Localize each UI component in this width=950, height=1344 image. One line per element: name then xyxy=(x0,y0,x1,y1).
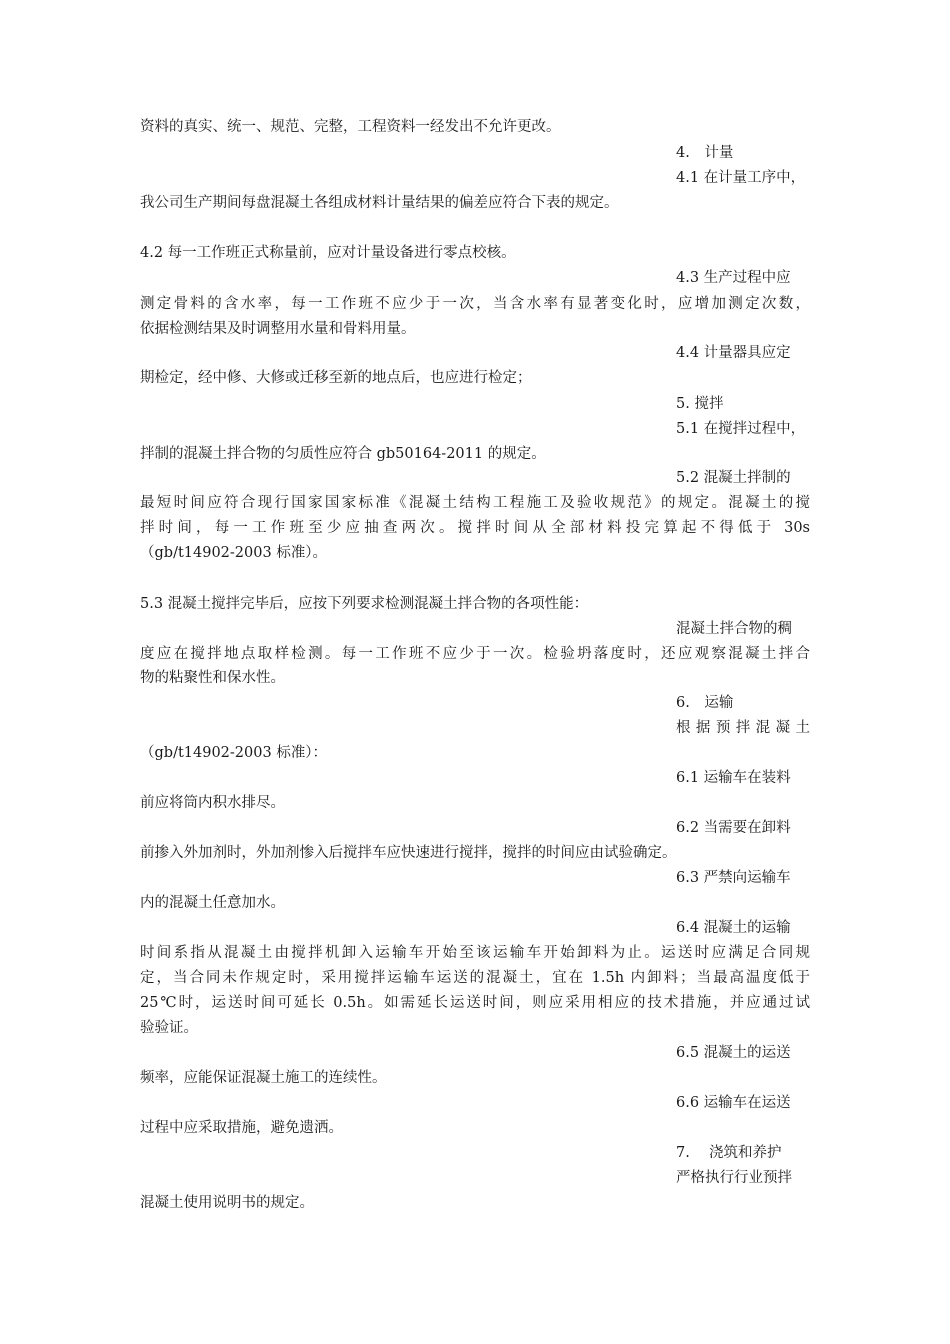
section-heading-5: 5. 搅拌 xyxy=(676,396,724,412)
text-line: 25℃时，运送时间可延长 0.5h。如需延长运送时间，则应采用相应的技术措施，并应通过试 xyxy=(140,995,810,1011)
text-line: 定，当合同未作规定时，采用搅拌运输车运送的混凝土，宜在 1.5h 内卸料；当最高温度低于 xyxy=(140,970,810,986)
text-line: 混凝土拌合物的稠 xyxy=(676,621,792,637)
text-line: 4.1 在计量工序中， xyxy=(676,170,806,186)
section-heading-7: 7. 浇筑和养护 xyxy=(676,1145,782,1161)
text-line: 拌时间，每一工作班至少应抽查两次。搅拌时间从全部材料投完算起不得低于 30s xyxy=(140,520,810,536)
text-line: 6.2 当需要在卸料 xyxy=(676,820,791,836)
text-line: 4.4 计量器具应定 xyxy=(676,345,791,361)
text-line: 4.2 每一工作班正式称量前，应对计量设备进行零点校核。 xyxy=(140,245,516,261)
text-line: 资料的真实、统一、规范、完整，工程资料一经发出不允许更改。 xyxy=(140,119,561,135)
text-line: 过程中应采取措施，避免遗洒。 xyxy=(140,1120,343,1136)
text-line: 4.3 生产过程中应 xyxy=(676,270,791,286)
text-line: 5.1 在搅拌过程中， xyxy=(676,421,806,437)
text-line: 6.6 运输车在运送 xyxy=(676,1095,791,1111)
text-line: 混凝土使用说明书的规定。 xyxy=(140,1195,314,1211)
text-line: 6.1 运输车在装料 xyxy=(676,770,791,786)
text-line: （gb/t14902-2003 标准）。 xyxy=(140,545,328,561)
text-line: 验验证。 xyxy=(140,1020,198,1036)
text-line: 我公司生产期间每盘混凝土各组成材料计量结果的偏差应符合下表的规定。 xyxy=(140,195,619,211)
text-line: 6.4 混凝土的运输 xyxy=(676,920,791,936)
text-line: 根据预拌混凝土 xyxy=(676,720,810,736)
text-line: （gb/t14902-2003 标准）： xyxy=(140,745,328,761)
text-line: 期检定，经中修、大修或迁移至新的地点后，也应进行检定； xyxy=(140,370,532,386)
text-line: 5.3 混凝土搅拌完毕后，应按下列要求检测混凝土拌合物的各项性能： xyxy=(140,596,589,612)
text-line: 拌制的混凝土拌合物的匀质性应符合 gb50164-2011 的规定。 xyxy=(140,446,546,462)
text-line: 最短时间应符合现行国家国家标准《混凝土结构工程施工及验收规范》的规定。混凝土的搅 xyxy=(140,495,810,511)
text-line: 前掺入外加剂时，外加剂惨入后搅拌车应快速进行搅拌，搅拌的时间应由试验确定。 xyxy=(140,845,677,861)
text-line: 前应将筒内积水排尽。 xyxy=(140,795,285,811)
text-line: 频率，应能保证混凝土施工的连续性。 xyxy=(140,1070,387,1086)
text-line: 严格执行行业预拌 xyxy=(676,1170,792,1186)
text-line: 物的粘聚性和保水性。 xyxy=(140,670,285,686)
text-line: 6.3 严禁向运输车 xyxy=(676,870,791,886)
text-line: 时间系指从混凝土由搅拌机卸入运输车开始至该运输车开始卸料为止。运送时应满足合同规 xyxy=(140,945,810,961)
text-line: 度应在搅拌地点取样检测。每一工作班不应少于一次。检验坍落度时，还应观察混凝土拌合 xyxy=(140,646,810,662)
text-line: 依据检测结果及时调整用水量和骨料用量。 xyxy=(140,321,416,337)
text-line: 内的混凝土任意加水。 xyxy=(140,895,285,911)
text-line: 6.5 混凝土的运送 xyxy=(676,1045,791,1061)
text-line: 测定骨料的含水率，每一工作班不应少于一次，当含水率有显著变化时，应增加测定次数， xyxy=(140,296,810,312)
text-line: 5.2 混凝土拌制的 xyxy=(676,470,791,486)
section-heading-6: 6. 运输 xyxy=(676,695,734,711)
section-heading-4: 4. 计量 xyxy=(676,145,734,161)
